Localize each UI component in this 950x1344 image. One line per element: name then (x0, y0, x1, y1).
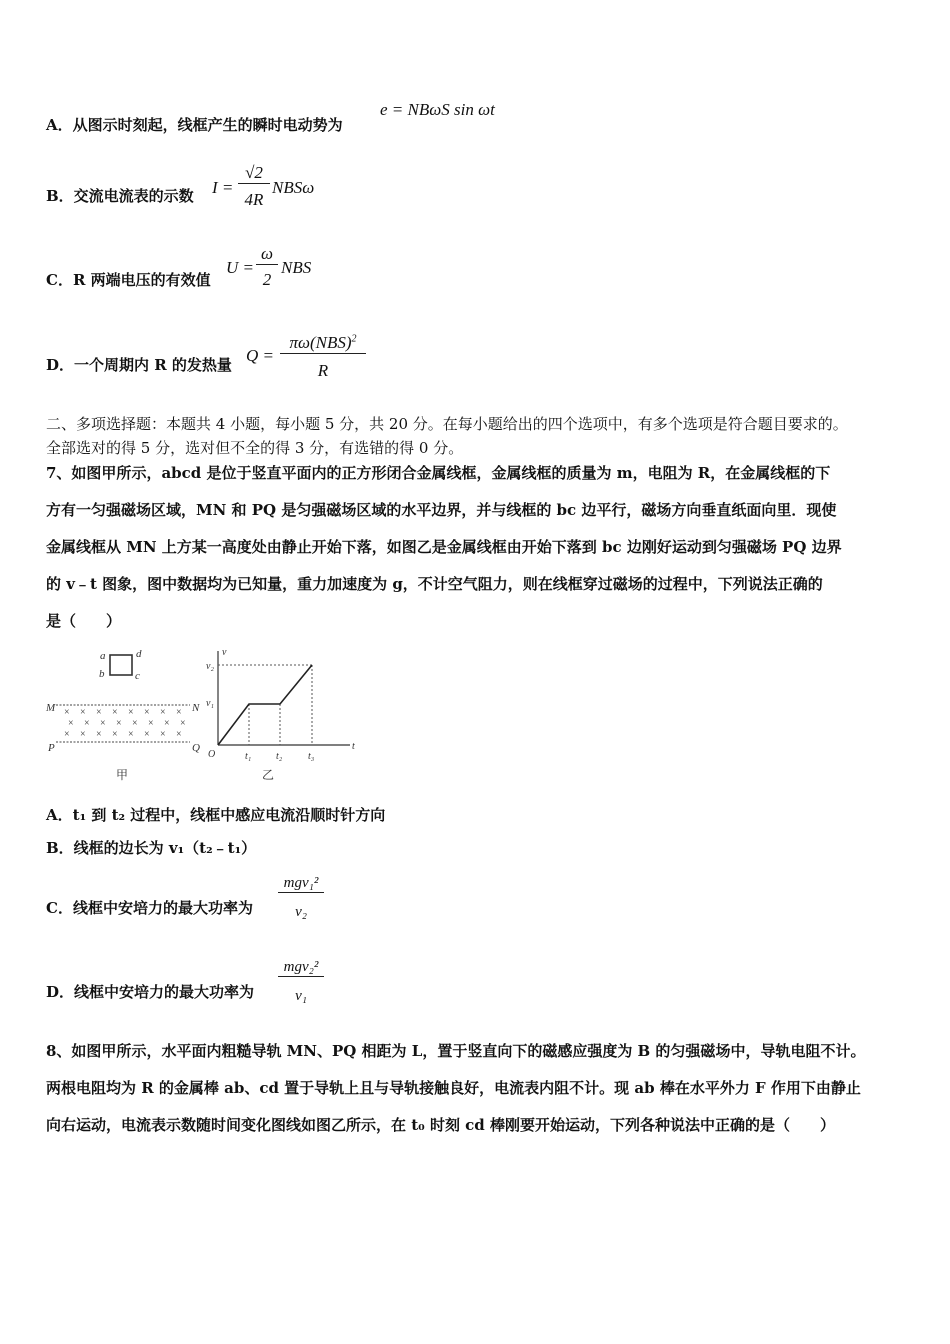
q8-line1 (46, 1041, 865, 1061)
tail-text: NBS (281, 258, 312, 277)
field-cross: × (132, 718, 138, 729)
coil-square (110, 655, 132, 675)
label-p: P (48, 742, 55, 754)
den-text: v₁ (295, 988, 307, 1004)
option-c-tail (281, 258, 311, 278)
field-cross: × (64, 729, 70, 740)
option-c-denominator (256, 270, 278, 290)
den-text: 4R (244, 190, 264, 209)
field-cross: × (144, 729, 150, 740)
q8-text: 8、如图甲所示，水平面内粗糙导轨 MN、PQ 相距为 L，置于竖直向下的磁感应强度为 B 的匀强磁场中，导轨电阻不计。 (46, 1042, 866, 1060)
den-text: R (317, 361, 329, 380)
field-cross: × (116, 718, 122, 729)
tail-text: NBSω (272, 178, 315, 197)
q7-c-denominator (278, 904, 324, 921)
q7-text: 是（ ） (46, 612, 122, 630)
field-cross: × (128, 729, 134, 740)
q7-d-numerator (278, 959, 324, 977)
q7-option-c (46, 898, 253, 918)
q7-line5 (46, 611, 121, 631)
field-cross: × (100, 718, 106, 729)
q7-line2 (46, 500, 836, 520)
option-c-q6 (46, 270, 211, 290)
option-c-numerator (256, 244, 278, 265)
q8-line3 (46, 1115, 835, 1135)
sup-text: 2 (351, 333, 357, 345)
field-cross: × (176, 729, 182, 740)
q7-text: 的 v﹣t 图象，图中数据均为已知量，重力加速度为 g，不计空气阻力，则在线框穿过磁场的过程中，下列说法正确的 (46, 575, 823, 593)
q7-line1 (46, 463, 830, 483)
section-note (46, 438, 463, 458)
v-t-curve (218, 665, 312, 745)
option-d-label: D．一个周期内 R 的发热量 (46, 356, 232, 374)
q7-text: 7、如图甲所示，abcd 是位于竖直平面内的正方形闭合金属线框，金属线框的质量为 m，电阻为 R，在金属线框的下 (46, 464, 831, 482)
axis-label-v: v (222, 647, 227, 658)
field-cross: × (64, 707, 70, 718)
option-text: D．线框中安培力的最大功率为 (46, 983, 255, 1001)
field-cross: × (96, 729, 102, 740)
option-b-tail (272, 178, 314, 198)
option-d-denominator (280, 361, 366, 381)
num-text: ω (260, 244, 273, 263)
field-cross: × (180, 718, 186, 729)
option-c-lhs (226, 258, 254, 278)
field-cross: × (96, 707, 102, 718)
num-text: πω(NBS) (289, 333, 352, 352)
q7-option-a (46, 805, 385, 825)
label-q: Q (192, 742, 200, 754)
option-c-label: C．R 两端电压的有效值 (46, 271, 211, 289)
label-d: d (136, 648, 142, 660)
den-text: v₂ (295, 904, 307, 920)
figure-yi (200, 645, 360, 785)
option-a-q6 (46, 115, 343, 135)
label-c: c (135, 670, 140, 682)
formula-text: e = NBωS sin ωt (380, 100, 495, 119)
field-cross: × (160, 707, 166, 718)
q8-text: 向右运动，电流表示数随时间变化图线如图乙所示，在 t₀ 时刻 cd 棒刚要开始运动，下列各种说法中正确的是（ ） (46, 1116, 836, 1134)
option-text: B．线框的边长为 v₁（t₂﹣t₁） (46, 839, 257, 857)
q7-text: 方有一匀强磁场区域，MN 和 PQ 是匀强磁场区域的水平边界，并与线框的 bc 边平行，磁场方向垂直纸面向里．现使 (46, 501, 837, 519)
q7-option-d (46, 982, 254, 1002)
field-cross: × (112, 707, 118, 718)
label-m: M (46, 702, 56, 714)
field-cross: × (68, 718, 74, 729)
lhs-text: I = (212, 178, 234, 197)
field-cross: × (160, 729, 166, 740)
option-b-q6 (46, 186, 194, 206)
q7-text: 金属线框从 MN 上方某一高度处由静止开始下落，如图乙是金属线框由开始下落到 bc 边刚好运动到匀强磁场 PQ 边界 (46, 538, 842, 556)
field-cross: × (164, 718, 170, 729)
label-a: a (100, 650, 106, 662)
magnetic-field-crosses (64, 707, 186, 740)
option-a-formula (380, 100, 495, 120)
tick-t3: t₃ (308, 751, 315, 762)
option-b-label: B．交流电流表的示数 (46, 187, 194, 205)
field-cross: × (112, 729, 118, 740)
tick-t1: t₁ (245, 751, 252, 762)
field-cross: × (148, 718, 154, 729)
option-d-numerator (280, 333, 366, 354)
section-line1: 二、多项选择题：本题共 4 小题，每小题 5 分，共 20 分。在每小题给出的四个选项中，有多个选项是符合题目要求的。 (46, 415, 848, 433)
label-b: b (99, 668, 105, 680)
field-cross: × (128, 707, 134, 718)
tick-v2: v₂ (206, 661, 214, 672)
section-heading (46, 414, 848, 434)
q7-option-b (46, 838, 256, 858)
option-a-label: A．从图示时刻起，线框产生的瞬时电动势为 (46, 116, 343, 134)
option-text: A．t₁ 到 t₂ 过程中，线框中感应电流沿顺时针方向 (46, 806, 386, 824)
q8-text: 两根电阻均为 R 的金属棒 ab、cd 置于导轨上且与导轨接触良好，电流表内阻不计。现 ab 棒在水平外力 F 作用下由静止 (46, 1079, 861, 1097)
num-text: mgv₁² (283, 875, 319, 891)
figure-jia (40, 645, 210, 785)
tick-v1: v₁ (206, 698, 214, 709)
num-text: mgv₂² (283, 959, 319, 975)
field-cross: × (80, 707, 86, 718)
tick-t2: t₂ (276, 751, 283, 762)
q7-d-denominator (278, 988, 324, 1005)
axis-label-t: t (352, 741, 355, 752)
label-n: N (192, 702, 200, 714)
lhs-text: Q = (246, 346, 274, 365)
q7-c-numerator (278, 875, 324, 893)
caption-yi: 乙 (262, 768, 275, 782)
caption-jia: 甲 (116, 768, 129, 782)
q7-line3 (46, 537, 842, 557)
option-b-lhs (212, 178, 233, 198)
q8-line2 (46, 1078, 861, 1098)
num-text: √2 (245, 163, 263, 182)
option-d-lhs (246, 346, 274, 366)
origin-label: O (208, 749, 216, 760)
field-cross: × (80, 729, 86, 740)
section-line2: 全部选对的得 5 分，选对但不全的得 3 分，有选错的得 0 分。 (46, 439, 464, 457)
option-b-numerator (238, 163, 270, 184)
field-cross: × (144, 707, 150, 718)
field-cross: × (84, 718, 90, 729)
option-b-denominator (238, 190, 270, 210)
field-cross: × (176, 707, 182, 718)
option-text: C．线框中安培力的最大功率为 (46, 899, 253, 917)
q7-line4 (46, 574, 823, 594)
den-text: 2 (262, 270, 272, 289)
option-d-q6 (46, 355, 232, 375)
lhs-text: U = (226, 258, 254, 277)
